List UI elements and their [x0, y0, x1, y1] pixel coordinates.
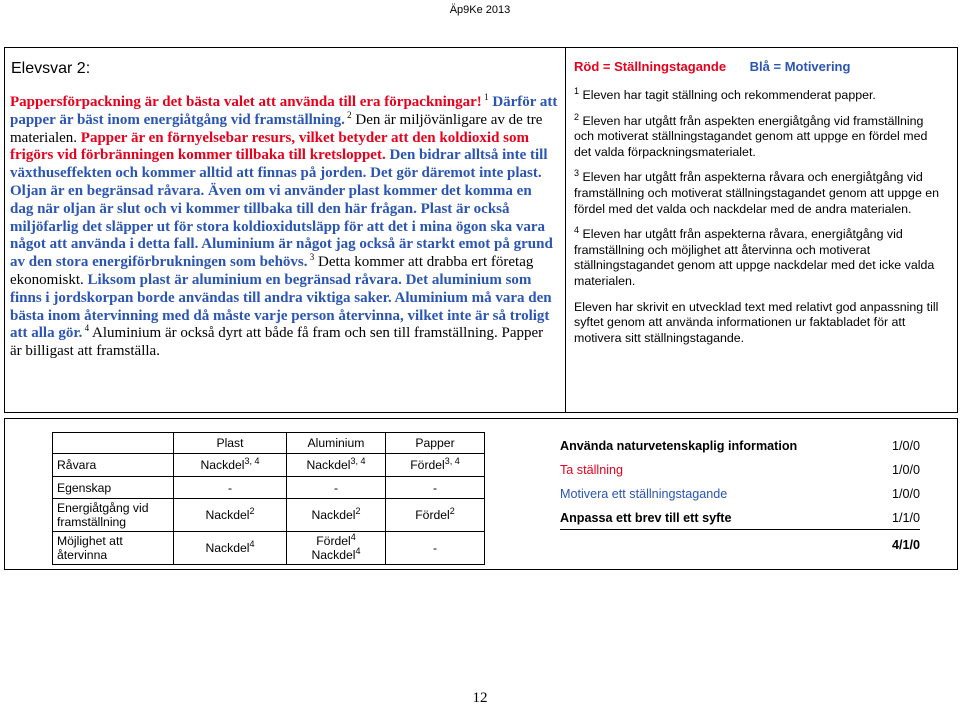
cell-footnote: 4	[355, 545, 361, 556]
summary-row	[560, 463, 920, 487]
cell-value: Fördel	[410, 458, 445, 472]
cell-value: Nackdel	[205, 508, 250, 522]
criterion-item	[574, 300, 946, 347]
criterion-item	[574, 227, 946, 289]
essay-segment: Den bidrar alltså inte till växthuseffekten och kommer alltid att finnas på jorden. Det gör däremot inte plast. Oljan är en begränsad råvara. Även om vi använder plast kommer det komma en dag när oljan är slut och vi kommer tillbaka till den här frågan.	[10, 147, 548, 217]
criterion-number: 3	[574, 168, 580, 179]
cell-value: -	[227, 480, 233, 495]
material-matrix	[52, 432, 485, 565]
matrix-header: Papper	[386, 433, 485, 454]
cell-value: Fördel	[316, 534, 351, 548]
cell-footnote: 3, 4	[444, 455, 460, 466]
matrix-cell	[386, 477, 485, 499]
matrix-cell	[174, 499, 287, 532]
summary-score: 1/0/0	[891, 439, 920, 453]
summary-row	[560, 487, 920, 511]
criterion-text: Eleven har utgått från aspekten energiåtgång vid framställning och motiverat ställningstagandet genom att uppge en fördel med det valda förpackningsmaterialet.	[574, 113, 928, 159]
footnote-marker: 4	[82, 323, 90, 334]
cell-value: Nackdel	[311, 548, 356, 562]
page-header: Äp9Ke 2013	[449, 4, 511, 16]
matrix-cell	[386, 499, 485, 532]
summary-label: Använda naturvetenskaplig information	[560, 439, 798, 453]
criterion-item	[574, 170, 946, 217]
matrix-row-label: Energiåtgång vid framställning	[53, 499, 174, 532]
summary-label: Ta ställning	[560, 463, 624, 477]
summary-row	[560, 439, 920, 463]
matrix-cell	[287, 532, 386, 565]
cell-value: Fördel	[415, 508, 450, 522]
matrix-cell	[174, 454, 287, 477]
criteria-list	[574, 85, 946, 356]
cell-footnote: 2	[249, 505, 255, 516]
footnote-marker: 1	[481, 92, 489, 102]
criterion-number: 1	[574, 85, 580, 96]
legend-blue: Blå = Motivering	[749, 59, 851, 74]
essay-segment: Aluminium är också dyrt att både få fram och sen till framställning. Papper är billigast att framställa.	[10, 325, 544, 360]
matrix-cell	[287, 454, 386, 477]
essay-segment: Papper är en förnyelsebar resurs, vilket betyder att den koldioxid som frigörs vid förbränningen kommer tillbaka till kretsloppet.	[10, 129, 529, 164]
matrix-cell	[174, 477, 287, 499]
matrix-row-label: Egenskap	[53, 477, 174, 499]
summary-score: 1/1/0	[891, 511, 920, 525]
cell-footnote: 3, 4	[350, 455, 366, 466]
essay-segment: Detta kommer att drabba ert företag ekonomiskt.	[10, 254, 534, 288]
essay-segment: Aluminium är något jag också är starkt emot på grund av den stora energiförbrukningen som behövs.	[10, 236, 553, 271]
matrix-row-label: Råvara	[53, 454, 174, 477]
cell-value: -	[432, 541, 438, 555]
criteria-panel	[566, 48, 956, 412]
matrix-corner	[53, 433, 174, 454]
summary-total: 4/1/0	[891, 538, 920, 552]
summary-score: 1/0/0	[891, 487, 920, 501]
cell-value: -	[432, 480, 438, 495]
cell-footnote: 4	[249, 538, 255, 549]
cell-footnote: 4	[350, 531, 356, 542]
cell-footnote: 2	[449, 505, 455, 516]
summary-total-row	[560, 538, 920, 562]
cell-value: -	[333, 480, 339, 495]
matrix-cell	[287, 477, 386, 499]
student-answer-panel	[5, 48, 565, 412]
criterion-text: Eleven har utgått från aspekterna råvara och energiåtgång vid framställning och motiverat ställningstagandet genom att uppge en fördel med det valda och nackdelar med de andra materialen.	[574, 170, 940, 216]
summary-row	[560, 511, 920, 530]
student-essay	[10, 94, 558, 361]
cell-value: Nackdel	[306, 458, 351, 472]
answer-box	[4, 47, 958, 413]
criterion-number: 2	[574, 111, 580, 122]
cell-footnote: 3, 4	[244, 455, 260, 466]
cell-value: Nackdel	[200, 458, 245, 472]
essay-segment: Liksom plast är aluminium en begränsad råvara. Det aluminium som finns i jordskorpan borde användas till andra viktiga saker. Aluminium må vara den bästa inom återvinning med då måste varje person återvinna, vilket inte är så troligt att alla gör.	[10, 271, 552, 342]
matrix-cell	[386, 454, 485, 477]
cell-value: Nackdel	[311, 508, 356, 522]
criterion-text: Eleven har tagit ställning och rekommenderat papper.	[579, 88, 876, 102]
criterion-number: 4	[574, 225, 580, 236]
matrix-header: Plast	[174, 433, 287, 454]
cell-value: Nackdel	[205, 541, 250, 555]
criterion-item	[574, 85, 946, 104]
matrix-row-label: Möjlighet att återvinna	[53, 532, 174, 565]
criterion-text: Eleven har utgått från aspekterna råvara, energiåtgång vid framställning och möjlighet att återvinna och motiverat ställningstagandet genom att uppge nackdelar med det icke valda materialen.	[574, 227, 935, 288]
matrix-cell	[386, 532, 485, 565]
assessment-box	[4, 418, 958, 570]
score-summary	[560, 439, 920, 562]
essay-segment: Därför att papper är bäst inom energiåtgång vid framställning.	[10, 94, 558, 128]
page-number: 12	[472, 690, 488, 706]
legend-red: Röd = Ställningstagande	[574, 59, 727, 74]
essay-segment: Plast är också miljöfarlig det släpper ut för stora koldioxidutsläpp för att det i mina ögon ska vara något att använda i detta fall.	[10, 200, 546, 253]
criterion-text: Eleven har skrivit en utvecklad text med relativt god anpassning till syftet genom att använda informationen ur faktabladet för att motivera sitt ställningstagande.	[574, 299, 939, 345]
summary-label: Anpassa ett brev till ett syfte	[560, 511, 732, 525]
essay-segment: Den är miljövänligare av de tre materialen.	[10, 111, 543, 146]
essay-segment: Pappersförpackning är det bästa valet att använda till era förpackningar!	[10, 94, 482, 110]
summary-label: Motivera ett ställningstagande	[560, 487, 728, 501]
criterion-item	[574, 111, 946, 161]
cell-footnote: 2	[355, 505, 361, 516]
summary-score: 1/0/0	[891, 463, 920, 477]
matrix-header: Aluminium	[287, 433, 386, 454]
footnote-marker: 3	[307, 252, 315, 263]
color-legend	[574, 59, 850, 74]
answer-title: Elevsvar 2:	[11, 60, 91, 77]
matrix-cell	[287, 499, 386, 532]
matrix-cell	[174, 532, 287, 565]
footnote-marker: 2	[344, 109, 352, 120]
